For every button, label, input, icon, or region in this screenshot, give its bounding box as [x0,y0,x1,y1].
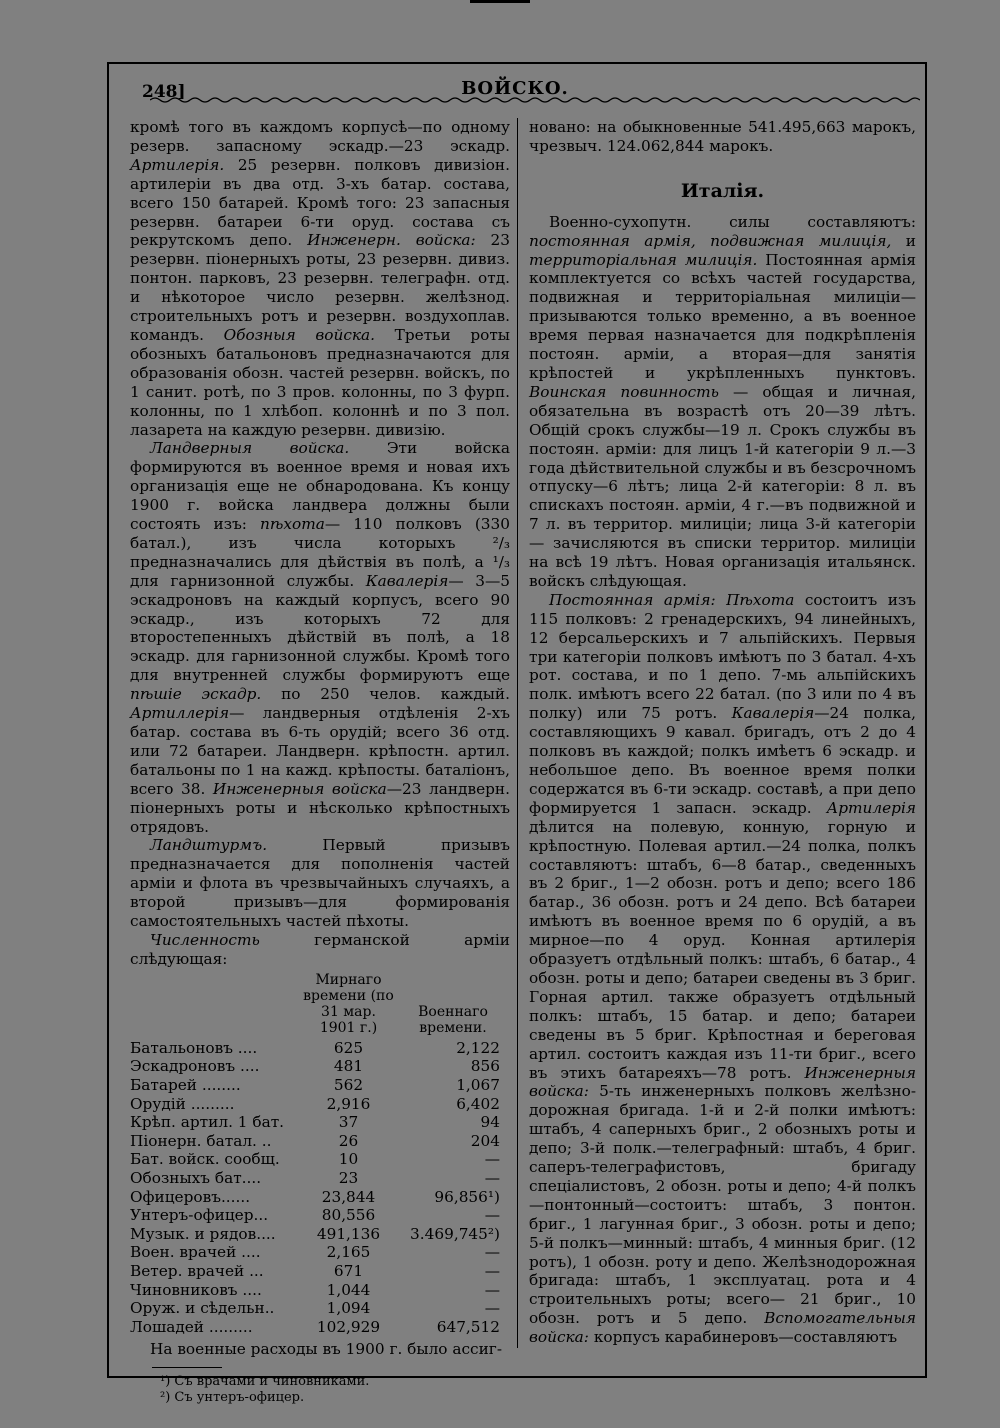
peace-value: 23 [338,1168,359,1187]
war-value: — [484,1280,500,1299]
row-label: Обозныхъ бат.... [130,1168,262,1187]
page-number: 248] [142,82,186,102]
row-label: Піонерн. батал. .. [130,1131,272,1150]
table-row [130,1188,510,1207]
text: —24 полка, составляющихъ 9 кавал. бригадъ, отъ 2 до 4 полковъ въ каждой; полкъ имѣетъ 6 эскадр. и небольшое депо. Въ военное время полки содержатся въ 6-ти эскадр. составѣ, а при депо формируется 1 запасн. эскадр. [529,704,916,817]
text: Эти войска формируются въ военное время и новая ихъ организація еще не обнародована. Къ концу 1900 г. войска ландвера должны были состоять изъ: [130,439,510,534]
peace-value: 102,929 [316,1317,381,1336]
table-row [130,1039,510,1058]
row-label: Музык. и рядов.... [130,1224,276,1243]
table-row [130,1057,510,1076]
term-cavalry: Кавалерія [365,571,449,590]
term-conscription: Воинская повинность [529,382,719,401]
table-row [130,1225,510,1244]
text: 23 резервн. піонерныхъ роты, 23 резервн. дивиз. понтон. парковъ, 23 резервн. телеграфн. отд. и нѣкоторое число резервн. желѣзнод. строительныхъ ротъ и резервн. воздухоплав. командъ. [130,231,510,344]
war-value: — [484,1206,500,1225]
text: состоитъ изъ 115 полковъ: 2 гренадерскихъ, 94 линейныхъ, 12 берсальерскихъ и 7 альпійскихъ. Первыя три категоріи полковъ имѣютъ по 3 батал. 4-хъ рот. состава, и по 1 депо. 7-мь альпійскихъ полк. имѣютъ всего 22 батал. (по 3 или по 4 въ полку) или 75 ротъ. [529,590,916,723]
term-infantry: пѣхота [260,515,325,534]
term-engineers: Инженерныя войска: [529,1063,916,1101]
footnote-2: ²) Съ унтеръ-офицер. [160,1390,305,1406]
right-column [529,118,916,1347]
running-title: ВОЙСКО. [461,78,569,99]
war-value: 1,067 [456,1075,500,1094]
war-value: 94 [480,1113,500,1132]
table-row [130,1113,510,1132]
term-cavalry: Кавалерія [731,704,815,723]
paragraph-landsturm [130,836,510,931]
war-value: 647,512 [436,1317,500,1336]
paragraph-strength [130,931,510,969]
scan-mark [470,0,530,3]
term-artillery: Артиллерія [130,704,230,723]
row-label: Офицеровъ...... [130,1187,251,1206]
peace-value: 26 [338,1131,359,1150]
table-row [130,1206,510,1225]
header-rule [150,96,920,104]
peace-value: 23,844 [321,1187,376,1206]
war-value: 204 [470,1131,500,1150]
row-label: Орудій ......... [130,1094,235,1113]
row-label: Крѣп. артил. 1 бат. [130,1113,285,1132]
war-value: — [484,1299,500,1318]
row-label: Лошадей ......... [130,1317,253,1336]
text: — 110 полковъ (330 батал.), изъ числа которыхъ ²/₃ предназначались для дѣйствія въ полѣ, а ¹/₃ для гарнизонной службы. [130,515,510,590]
term-army-militia: постоянная армія, подвижная милиція, [529,231,892,250]
text: — общая и личная, обязательна въ возрастѣ отъ 20—39 лѣтъ. Общій срокъ службы—19 л. Срокъ службы въ постоян. арміи: для лицъ 1-й категоріи 9 л.—3 года дѣйствительной службы и въ безсрочномъ отпуску—6 лѣтъ; лица 2-й категоріи: 8 л. въ спискахъ постоян. арміи, 4 г.—въ подвижной и 7 л. въ территор. милиціи; лица 3-й категоріи — зачисляются въ списки территор. милиціи на всѣ 19 лѣтъ. Новая организація итальянск. войскъ слѣдующая. [529,382,916,590]
text: по 250 челов. каждый. [281,685,510,704]
term-foot-squadrons: пѣшіе эскадр. [130,685,262,704]
text: 5-ть инженерныхъ полковъ желѣзно-дорожная бригада. 1-й и 2-й полки имѣютъ: штабъ, 4 саперныхъ бриг., 2 обозныхъ роты и депо; 3-й полк.—телеграфный: штабъ, 4 бриг. саперъ-телеграфистовъ, бригаду спеціалистовъ, 2 обозн. роты и депо; 4-й полкъ—понтонный—состоитъ: штабъ, 3 понтон. бриг., 1 лагунная бриг., 3 обозн. роты и депо; 5-й полкъ—минный: штабъ, 4 минныя бриг. (12 ротъ), 1 обозн. роту и депо. Желѣзнодорожная бригада: штабъ, 1 эксплуатац. рота и 4 строительныхъ роты; всего— 21 бриг., 10 обозн. ротъ и 5 депо. [529,1082,916,1328]
table-row [130,1318,510,1337]
term-artillery: Артилерія [826,798,916,817]
text: — ландверныя отдѣленія 2-хъ батар. состава въ 6-ть орудій; всего 36 отд. или 72 батареи. Ландверн. крѣпостн. артил. батальоны по 1 на кажд. крѣпосты. баталіонъ, всего 38. [130,704,510,798]
peace-value: 481 [333,1057,364,1076]
term-artillery: Артилерія. [130,155,225,174]
paragraph-italy-standing-army [529,591,916,1347]
text: дѣлится на полевую, конную, горную и крѣпостную. Полевая артил.—24 полка, полкъ составляютъ: штабъ, 6—8 батар., сведенныхъ въ 2 бриг., 1—2 обозн. ротъ и депо; всего 186 батар., 36 обозн. ротъ и 24 депо. Всѣ батареи имѣютъ въ военное время по 6 орудій, а въ мирное—по 4 оруд. Конная артилерія образуетъ отдѣльный полкъ: штабъ, 6 батар., 4 обозн. роты и депо; батареи сведены въ 3 бриг. Горная артил. также образуетъ отдѣльный полкъ: штабъ, 15 батар. и депо; батареи сведены въ 5 бриг. Крѣпостная и береговая артил. состоитъ каждая изъ 11-ти бриг., всего въ этихъ батареяхъ—78 ротъ. [529,817,916,1082]
text: кромѣ того въ каждомъ корпусѣ—по одному резерв. запасному эскадр.—23 эскадр. [130,118,510,155]
peace-value: 1,094 [326,1299,371,1318]
row-label: Унтеръ-офицер... [130,1206,269,1225]
term-train: Обозныя войска. [223,325,376,344]
section-title-italy: Италія. [680,179,765,202]
war-value: — [484,1168,500,1187]
peace-value: 671 [333,1261,364,1280]
row-label: Оруж. и сѣдельн.. [130,1299,275,1318]
peace-value: 80,556 [321,1206,376,1225]
row-label: Эскадроновъ .... [130,1057,260,1076]
table-row [130,1299,510,1318]
war-value: — [484,1150,500,1169]
text: —23 ландверн. піонерныхъ роты и нѣсколько крѣпостныхъ отрядовъ. [130,779,510,836]
term-standing-army: Постоянная армія: Пѣхота [549,590,795,609]
row-label: Бат. войск. сообщ. [130,1150,280,1169]
term-engineers: Инженерн. войска: [307,231,476,250]
text: Первый призывъ предназначается для пополненія частей арміи и флота въ чрезвычайныхъ случаяхъ, а второй призывъ—для формированія самостоятельныхъ частей пѣхоты. [130,836,510,931]
footnote-rule [152,1367,222,1368]
paragraph-expenses-cont: новано: на обыкновенные 541.495,663 марокъ, чрезвыч. 124.062,844 марокъ. [529,118,916,155]
row-label: Батальоновъ .... [130,1038,258,1057]
table-header-war: Военнаго времени. [418,1003,488,1036]
table-header-peace: Мирнаго времени (по 31 мар. 1901 г.) [303,971,394,1036]
paragraph-reserve [130,118,510,439]
peace-value: 10 [338,1150,359,1169]
footnote-1: ¹) Съ врачами и чиновниками. [160,1374,370,1390]
term-auxiliary-troops: Вспомогательныя войска: [529,1309,916,1347]
peace-value: 491,136 [316,1224,381,1243]
text: и [905,231,916,250]
war-value: — [484,1261,500,1280]
term-landsturm: Ландштурмъ. [150,836,268,855]
table-row [130,1132,510,1151]
peace-value: 2,916 [326,1094,371,1113]
text: Постоянная армія комплектуется со всѣхъ частей государства, подвижная и территоріальная милиціи—призываются только временно, а въ военное время первая назначается для подкрѣпленія постоян. арміи, а вторая—для занятія крѣпостей и укрѣпленныхъ пунктовъ. [529,250,916,382]
table-row [130,1150,510,1169]
war-value: 96,856¹) [434,1187,500,1206]
war-value: 2,122 [456,1038,500,1057]
table-row [130,1095,510,1114]
column-divider [517,118,518,1348]
peace-value: 2,165 [326,1243,371,1262]
text: 25 резервн. полковъ дивизіон. артилеріи въ два отд. 3-хъ батар. состава, всего 150 батарей. Кромѣ того: 23 запасныя резервн. батареи 6-ти оруд. состава съ рекрутскомъ депо. [130,155,510,250]
war-value: 3.469,745²) [410,1224,500,1243]
text: Военно-сухопутн. силы составляютъ: [549,212,916,231]
row-label: Ветер. врачей ... [130,1261,264,1280]
paragraph-expenses: На военные расходы въ 1900 г. было ассиг- [150,1340,502,1359]
text: корпусъ карабинеровъ—составляютъ [593,1328,898,1347]
row-label: Чиновниковъ .... [130,1280,262,1299]
table-row [130,1281,510,1300]
paragraph-landwehr [130,439,510,836]
term-strength: Численность [150,930,260,949]
text: германской арміи слѣдующая: [130,930,510,968]
peace-value: 562 [333,1075,364,1094]
table-row [130,1169,510,1188]
war-value: 856 [470,1057,500,1076]
term-territorial-militia: территоріальная милиція. [529,250,758,269]
term-engineers: Инженерныя войска [212,779,387,798]
table-row [130,1262,510,1281]
table-row [130,1076,510,1095]
strength-table [130,971,510,1337]
table-row [130,1243,510,1262]
text: — 3—5 эскадроновъ на каждый корпусъ, всего 90 эскадр., изъ которыхъ 72 для второстепенныхъ дѣйствій въ полѣ, а 18 эскадр. для гарнизонной службы. Кромѣ того для внутренней службы формируютъ еще [130,571,511,685]
row-label: Воен. врачей .... [130,1243,261,1262]
row-label: Батарей ........ [130,1075,241,1094]
term-landwehr: Ландверныя войска. [150,439,350,458]
table-header-blank [130,971,301,1039]
peace-value: 1,044 [326,1280,371,1299]
left-column [130,118,510,1406]
war-value: — [484,1243,500,1262]
paragraph-italy-forces [529,213,916,591]
peace-value: 625 [333,1038,364,1057]
war-value: 6,402 [456,1094,500,1113]
text: Третьи роты обозныхъ батальоновъ предназначаются для образованія обозн. частей резервн. войскъ, по 1 санит. ротѣ, по 3 пров. колонны, по 3 фурп. колонны, по 1 хлѣбоп. колоннѣ и по 3 пол. лазарета на каждую резервн. дивизію. [130,325,510,439]
peace-value: 37 [338,1113,359,1132]
